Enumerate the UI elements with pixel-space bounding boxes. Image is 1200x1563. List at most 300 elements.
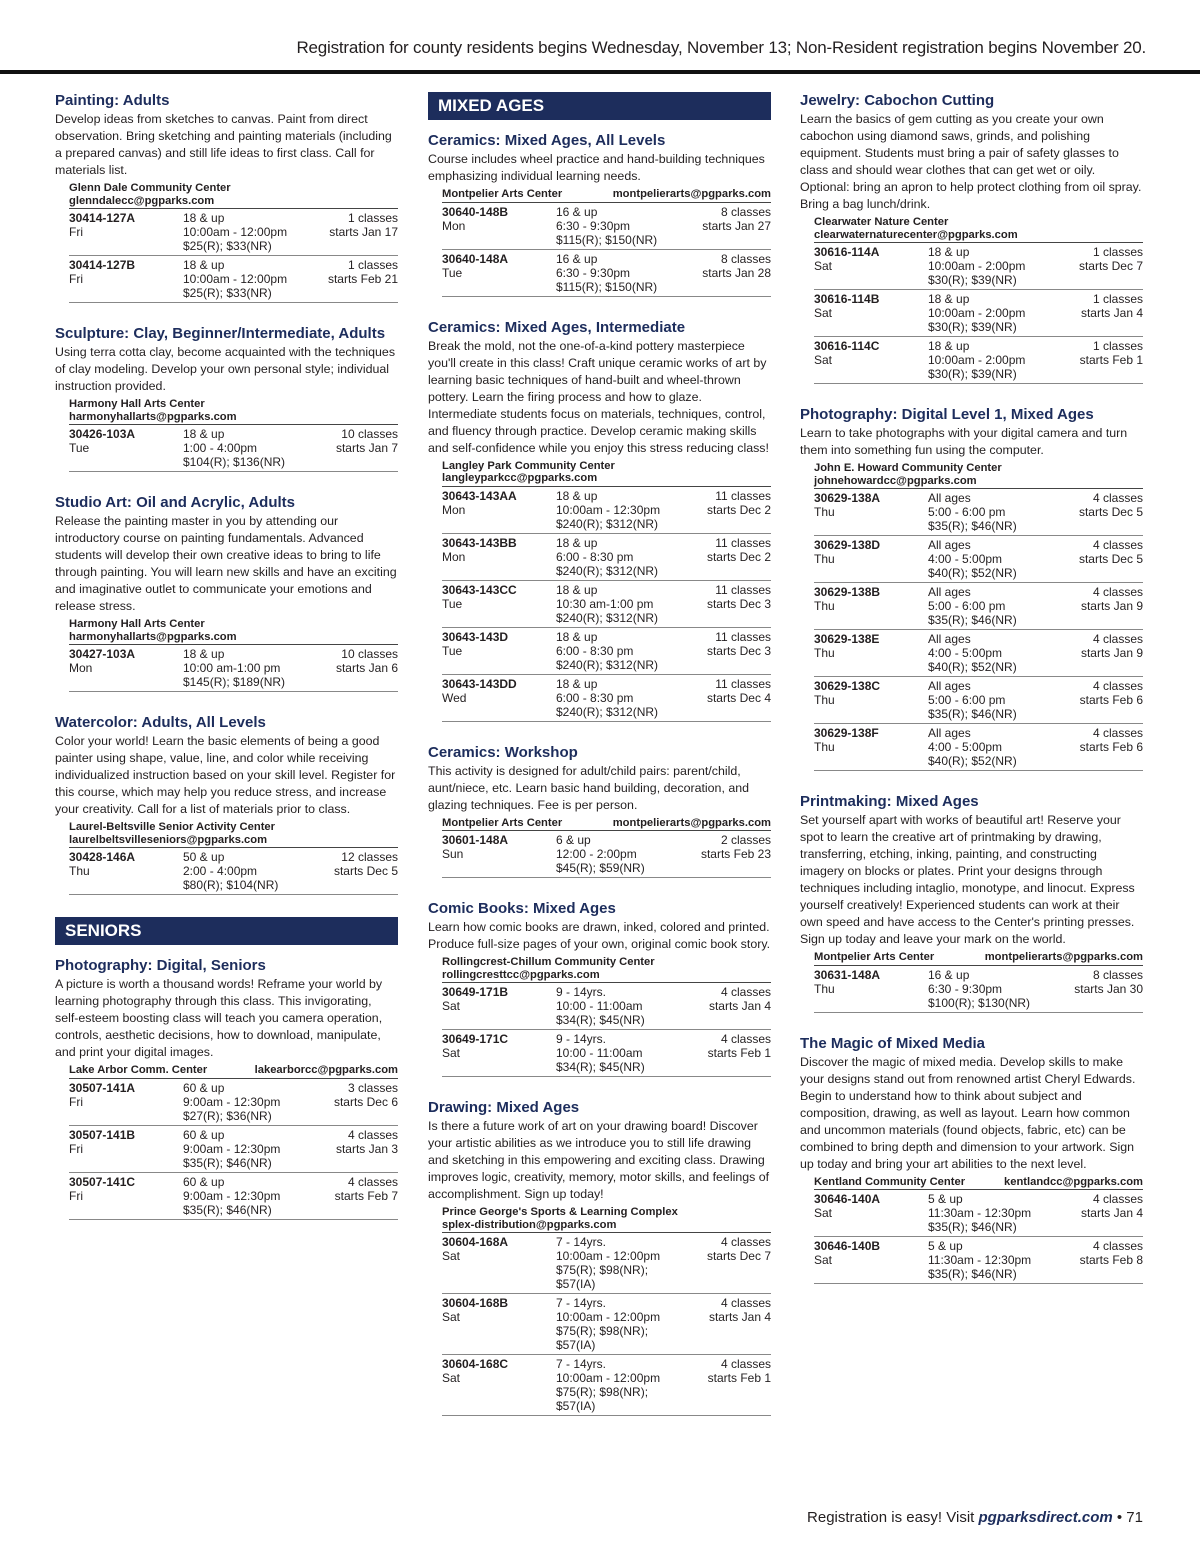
course-location	[69, 821, 398, 848]
session-code[interactable]: 30507-141A	[69, 1080, 136, 1095]
course-location	[442, 460, 771, 487]
session-code[interactable]: 30604-168C	[442, 1357, 509, 1371]
course-block	[428, 1099, 771, 1416]
session-classes: 4 classes	[1092, 491, 1143, 505]
location-email[interactable]: harmonyhallarts@pgparks.com	[69, 630, 237, 643]
course-description: Discover the magic of mixed media. Develop skills to make your designs stand out from renowned artist Cheryl Edwards. Begin to understand how to think about subject and composition, drawing, as well as layout. Learn how common and uncommon materials (found objects, fabric, etc) can be combined to bring depth and dimension to your artwork. Sign up today and bring your art abilities to the next level.	[800, 1054, 1136, 1171]
session-code[interactable]: 30629-138B	[814, 585, 881, 599]
session-age: 7 - 14yrs.	[556, 1296, 607, 1310]
section-header: MIXED AGES	[428, 92, 771, 120]
column-2	[428, 92, 771, 1438]
location-name: Kentland Community Center	[814, 1175, 966, 1188]
session-time: 10:00am - 2:00pm	[928, 353, 1026, 367]
course-session-row	[69, 425, 398, 472]
session-code[interactable]: 30629-138A	[814, 491, 881, 505]
course-session-row	[814, 536, 1143, 583]
session-time: 6:30 - 9:30pm	[556, 218, 631, 233]
session-time: 11:30am - 12:30pm	[928, 1253, 1032, 1267]
session-start: starts Dec 7	[706, 1249, 771, 1263]
session-code-day	[814, 1192, 928, 1234]
session-age: 6 & up	[556, 833, 591, 847]
location-email[interactable]: clearwaternaturecenter@pgparks.com	[814, 228, 1018, 241]
session-fee: $115(R); $150(NR)	[556, 279, 658, 294]
session-code-day	[69, 850, 183, 892]
footer-page-number: • 71	[1112, 1509, 1143, 1526]
session-code-day	[442, 1032, 556, 1074]
session-fee: $145(R); $189(NR)	[183, 675, 286, 689]
session-age: 18 & up	[556, 582, 598, 597]
course-block	[55, 957, 398, 1220]
session-classes: 1 classes	[1092, 339, 1143, 353]
session-classes: 10 classes	[341, 427, 398, 441]
session-classes: 8 classes	[720, 251, 771, 266]
session-start: starts Jan 9	[1080, 599, 1143, 613]
session-code[interactable]: 30643-143CC	[442, 582, 517, 597]
session-time: 9:00am - 12:30pm	[183, 1188, 281, 1203]
course-session-row	[814, 583, 1143, 630]
location-email[interactable]: harmonyhallarts@pgparks.com	[69, 410, 237, 423]
session-code[interactable]: 30649-171B	[442, 985, 509, 999]
session-classes: 4 classes	[720, 1235, 771, 1249]
session-start: starts Jan 28	[702, 265, 771, 280]
session-fee: $35(R); $46(NR)	[928, 613, 1017, 627]
session-day: Tue	[442, 643, 463, 658]
session-classes: 11 classes	[715, 488, 771, 503]
location-email[interactable]: montpelierarts@pgparks.com	[984, 951, 1143, 963]
course-title: Ceramics: Workshop	[428, 743, 578, 761]
session-details	[556, 1296, 671, 1352]
session-code[interactable]: 30427-103A	[69, 647, 136, 661]
session-details	[183, 427, 298, 469]
session-day: Tue	[442, 265, 463, 280]
session-start: starts Dec 5	[1078, 552, 1143, 566]
session-fee: $40(R); $52(NR)	[928, 660, 1017, 674]
session-code[interactable]: 30629-138D	[814, 538, 881, 552]
session-age: 18 & up	[928, 292, 970, 306]
session-details	[556, 985, 671, 1027]
course-title: Watercolor: Adults, All Levels	[55, 714, 266, 731]
location-email[interactable]: rollingcresttcc@pgparks.com	[442, 968, 600, 981]
session-start: starts Feb 23	[700, 847, 771, 861]
session-day: Sat	[814, 259, 833, 273]
course-title: Comic Books: Mixed Ages	[428, 900, 616, 917]
course-session-row	[814, 630, 1143, 677]
location-name: Prince George's Sports & Learning Complex	[442, 1206, 678, 1218]
session-code[interactable]: 30601-148A	[442, 833, 509, 847]
session-time: 10:00am - 12:00pm	[183, 225, 288, 239]
session-classes: 4 classes	[720, 985, 771, 999]
location-name: Laurel-Beltsville Senior Activity Center	[69, 821, 275, 833]
course-location	[69, 398, 398, 425]
session-day: Thu	[69, 864, 90, 878]
session-time: 9:00am - 12:30pm	[183, 1094, 281, 1109]
session-start: starts Feb 1	[1079, 353, 1143, 367]
session-classes: 4 classes	[1092, 538, 1143, 552]
session-fee: $35(R); $46(NR)	[928, 1267, 1017, 1281]
session-time: 10:00am - 12:30pm	[556, 502, 661, 517]
session-classes: 3 classes	[347, 1080, 398, 1095]
session-day: Fri	[69, 1141, 83, 1156]
session-fee: $75(R); $98(NR); $57(IA)	[556, 1385, 649, 1413]
session-start: starts Feb 7	[334, 1188, 398, 1203]
session-schedule	[671, 583, 771, 625]
session-classes: 4 classes	[1092, 679, 1143, 693]
course-block	[800, 1035, 1143, 1285]
session-code[interactable]: 30631-148A	[814, 967, 881, 982]
course-session-row	[814, 966, 1143, 1013]
session-code-day	[814, 245, 928, 287]
location-email[interactable]: splex-distribution@pgparks.com	[442, 1218, 617, 1231]
course-session-row	[69, 1126, 398, 1173]
session-code[interactable]: 30414-127A	[69, 211, 136, 225]
session-fee: $35(R); $46(NR)	[183, 1155, 272, 1170]
session-fee: $240(R); $312(NR)	[556, 516, 659, 531]
session-day: Mon	[442, 549, 466, 564]
session-time: 10:00 - 11:00am	[556, 999, 643, 1013]
session-age: 18 & up	[183, 427, 225, 441]
session-code[interactable]: 30426-103A	[69, 427, 136, 441]
course-session-row	[442, 1355, 771, 1416]
session-details	[928, 968, 1043, 1010]
course-location	[69, 618, 398, 645]
session-classes: 1 classes	[1092, 292, 1143, 306]
session-time: 6:30 - 9:30pm	[556, 265, 631, 280]
session-schedule	[671, 252, 771, 294]
session-age: 18 & up	[556, 488, 598, 503]
session-schedule	[671, 489, 771, 531]
session-code-day	[814, 339, 928, 381]
session-details	[556, 630, 671, 672]
session-time: 1:00 - 4:00pm	[183, 441, 258, 455]
session-code[interactable]: 30649-171C	[442, 1032, 509, 1046]
course-location	[69, 1064, 398, 1079]
course-description: A picture is worth a thousand words! Reframe your world by learning photography through this class. This invigorating, self-esteem boosting class will teach you camera operation, controls, aesthetic decisions, how to download, manipulate, and print your digital images.	[55, 977, 383, 1059]
session-fee: $45(R); $59(NR)	[556, 861, 645, 875]
session-fee: $30(R); $39(NR)	[928, 273, 1017, 287]
course-session-row	[69, 1173, 398, 1220]
session-details	[183, 258, 298, 300]
session-code[interactable]: 30646-140B	[814, 1239, 881, 1253]
session-classes: 8 classes	[720, 204, 771, 219]
session-details	[556, 489, 671, 531]
course-title: Ceramics: Mixed Ages, All Levels	[428, 132, 666, 149]
session-day: Sat	[442, 1310, 461, 1324]
session-code-day	[69, 1175, 183, 1217]
session-day: Sun	[442, 847, 464, 861]
session-schedule	[671, 205, 771, 247]
location-name: Rollingcrest-Chillum Community Center	[442, 956, 655, 968]
course-location	[814, 1176, 1143, 1191]
session-classes: 4 classes	[1092, 585, 1143, 599]
location-name: John E. Howard Community Center	[814, 462, 1002, 474]
session-details	[556, 205, 671, 247]
session-fee: $40(R); $52(NR)	[928, 566, 1017, 580]
session-time: 6:30 - 9:30pm	[928, 981, 1003, 996]
session-time: 10:00am - 12:00pm	[556, 1310, 661, 1324]
session-time: 10:00am - 2:00pm	[928, 306, 1026, 320]
session-details	[928, 632, 1043, 674]
session-code[interactable]: 30616-114C	[814, 339, 880, 353]
course-session-row	[442, 534, 771, 581]
session-age: 18 & up	[183, 211, 225, 225]
session-start: starts Jan 4	[708, 1310, 771, 1324]
session-age: 60 & up	[183, 1174, 225, 1189]
session-start: starts Jan 6	[335, 661, 398, 675]
session-day: Sat	[814, 306, 833, 320]
session-classes: 11 classes	[715, 535, 771, 550]
session-code[interactable]: 30629-138C	[814, 679, 881, 693]
course-session-row	[442, 487, 771, 534]
location-email[interactable]: langleyparkcc@pgparks.com	[442, 472, 598, 484]
session-age: 5 & up	[928, 1239, 963, 1253]
course-title: Painting: Adults	[55, 92, 170, 109]
footer-prefix: Registration is easy! Visit	[807, 1509, 979, 1526]
session-start: starts Jan 9	[1080, 646, 1143, 660]
session-start: starts Feb 8	[1079, 1253, 1143, 1267]
session-code-day	[442, 630, 556, 672]
location-email[interactable]: kentlandcc@pgparks.com	[1004, 1175, 1143, 1188]
session-age: 7 - 14yrs.	[556, 1235, 607, 1249]
session-code[interactable]: 30629-138E	[814, 632, 880, 646]
session-schedule	[671, 677, 771, 719]
session-schedule	[298, 1128, 398, 1170]
course-block	[428, 132, 771, 297]
session-start: starts Feb 1	[707, 1046, 771, 1060]
session-code[interactable]: 30616-114A	[814, 245, 880, 259]
session-code-day	[814, 1239, 928, 1281]
session-day: Fri	[69, 225, 83, 239]
column-3	[800, 92, 1143, 1306]
session-schedule	[1043, 292, 1143, 334]
session-age: 9 - 14yrs.	[556, 985, 607, 999]
session-code[interactable]: 30640-148B	[442, 204, 509, 219]
session-code[interactable]: 30414-127B	[69, 258, 136, 272]
session-age: 18 & up	[928, 245, 970, 259]
session-schedule	[298, 427, 398, 469]
session-start: starts Dec 3	[706, 596, 771, 611]
session-classes: 4 classes	[347, 1127, 398, 1142]
course-session-row	[442, 628, 771, 675]
session-day: Sat	[442, 1046, 461, 1060]
session-schedule	[298, 850, 398, 892]
location-name: Harmony Hall Arts Center	[69, 398, 205, 410]
session-code[interactable]: 30604-168B	[442, 1296, 509, 1310]
session-schedule	[1043, 1239, 1143, 1281]
course-location	[814, 216, 1143, 243]
session-time: 6:00 - 8:30 pm	[556, 549, 634, 564]
session-classes: 4 classes	[1092, 1192, 1143, 1206]
session-code-day	[69, 427, 183, 469]
session-code[interactable]: 30643-143AA	[442, 488, 517, 503]
session-fee: $35(R); $46(NR)	[183, 1202, 272, 1217]
session-details	[928, 679, 1043, 721]
session-details	[556, 583, 671, 625]
session-schedule	[1043, 538, 1143, 580]
course-session-row	[69, 209, 398, 256]
course-session-row	[69, 848, 398, 895]
session-schedule	[298, 1081, 398, 1123]
location-email[interactable]: glenndalecc@pgparks.com	[69, 194, 215, 207]
session-schedule	[671, 1235, 771, 1291]
location-name: Montpelier Arts Center	[442, 816, 563, 829]
session-fee: $40(R); $52(NR)	[928, 754, 1017, 768]
course-block	[55, 714, 398, 895]
session-fee: $75(R); $98(NR); $57(IA)	[556, 1324, 649, 1352]
session-day: Wed	[442, 690, 467, 705]
session-code-day	[814, 585, 928, 627]
session-fee: $35(R); $46(NR)	[928, 1220, 1017, 1234]
session-start: starts Jan 4	[1080, 1206, 1143, 1220]
session-day: Fri	[69, 272, 83, 286]
session-schedule	[671, 1032, 771, 1074]
location-email[interactable]: montpelierarts@pgparks.com	[612, 816, 771, 829]
session-start: starts Dec 2	[706, 502, 771, 517]
session-start: starts Jan 17	[329, 225, 398, 239]
location-name: Montpelier Arts Center	[442, 188, 563, 200]
session-schedule	[671, 1296, 771, 1352]
session-details	[556, 833, 671, 875]
session-classes: 4 classes	[720, 1296, 771, 1310]
session-day: Fri	[69, 1094, 83, 1109]
session-time: 10:00am - 12:00pm	[183, 272, 288, 286]
session-start: starts Dec 3	[706, 643, 771, 658]
course-description: Break the mold, not the one-of-a-kind pottery masterpiece you'll create in this class! Craft unique ceramic works of art by learning basic techniques of hand-built and wheel-thrown pottery. Learn the firing process and how to glaze. Intermediate students focus on materials, techniques, control, and fluency through practice. Develop ceramic making skills and self-confidence while you enjoy this stress reducing class!	[428, 338, 769, 455]
session-code[interactable]: 30428-146A	[69, 850, 136, 864]
session-fee: $240(R); $312(NR)	[556, 563, 659, 578]
session-time: 4:00 - 5:00pm	[928, 552, 1003, 566]
session-fee: $30(R); $39(NR)	[928, 367, 1017, 381]
session-time: 11:30am - 12:30pm	[928, 1206, 1032, 1220]
session-code[interactable]: 30643-143BB	[442, 535, 517, 550]
session-fee: $30(R); $39(NR)	[928, 320, 1017, 334]
session-day: Thu	[814, 740, 835, 754]
course-session-row	[814, 1237, 1143, 1284]
course-session-row	[814, 677, 1143, 724]
session-day: Thu	[814, 693, 835, 707]
session-age: All ages	[928, 491, 971, 505]
session-schedule	[1043, 339, 1143, 381]
session-start: starts Jan 3	[335, 1141, 398, 1156]
session-code[interactable]: 30643-143DD	[442, 676, 517, 691]
session-fee: $25(R); $33(NR)	[183, 286, 272, 300]
session-code[interactable]: 30629-138F	[814, 726, 879, 740]
session-fee: $35(R); $46(NR)	[928, 707, 1017, 721]
location-email[interactable]: laurelbeltsvilleseniors@pgparks.com	[69, 833, 268, 846]
course-location	[442, 817, 771, 832]
course-location	[442, 956, 771, 983]
session-code-day	[69, 258, 183, 300]
session-age: All ages	[928, 632, 971, 646]
course-description: Learn the basics of gem cutting as you create your own cabochon using diamond saws, grinds, and polishing equipment. Students must bring a pair of safety glasses to class and should wear clothes that can get wet or oily. Optional: bring an apron to help protect clothing from oil spray. Bring a bag lunch/drink.	[800, 112, 1142, 211]
session-details	[556, 1032, 671, 1074]
course-session-row	[442, 250, 771, 297]
session-time: 5:00 - 6:00 pm	[928, 599, 1006, 613]
session-details	[928, 491, 1043, 533]
session-classes: 2 classes	[720, 833, 771, 847]
session-code[interactable]: 30507-141B	[69, 1127, 136, 1142]
course-session-row	[814, 489, 1143, 536]
session-start: starts Feb 6	[1079, 693, 1143, 707]
location-name: Clearwater Nature Center	[814, 216, 949, 228]
session-code[interactable]: 30616-114B	[814, 292, 880, 306]
course-block	[428, 744, 771, 879]
session-details	[183, 850, 298, 892]
session-time: 10:30 am-1:00 pm	[556, 596, 654, 611]
session-code-day	[814, 632, 928, 674]
session-fee: $34(R); $45(NR)	[556, 1013, 645, 1027]
course-session-row	[814, 290, 1143, 337]
course-session-row	[69, 645, 398, 692]
session-classes: 11 classes	[715, 629, 771, 644]
location-email[interactable]: lakearborcc@pgparks.com	[254, 1064, 398, 1076]
session-time: 10:00 - 11:00am	[556, 1046, 643, 1060]
course-block	[55, 325, 398, 472]
course-title: The Magic of Mixed Media	[800, 1034, 986, 1052]
session-time: 2:00 - 4:00pm	[183, 864, 258, 878]
session-start: starts Dec 2	[706, 549, 771, 564]
session-day: Sat	[442, 1371, 461, 1385]
course-description: Develop ideas from sketches to canvas. Paint from direct observation. Bring sketching and painting materials (including a prepared canvas) and still life ideas to first class. Call for materials list.	[55, 112, 392, 177]
session-details	[556, 1235, 671, 1291]
session-time: 6:00 - 8:30 pm	[556, 690, 634, 705]
session-schedule	[1043, 491, 1143, 533]
session-age: All ages	[928, 585, 971, 599]
session-code[interactable]: 30640-148A	[442, 251, 509, 266]
session-fee: $25(R); $33(NR)	[183, 239, 272, 253]
session-classes: 1 classes	[347, 258, 398, 272]
session-day: Sat	[814, 353, 833, 367]
session-code-day	[69, 647, 183, 689]
session-code[interactable]: 30604-168A	[442, 1235, 509, 1249]
session-time: 6:00 - 8:30 pm	[556, 643, 634, 658]
session-code-day	[442, 985, 556, 1027]
course-title: Photography: Digital Level 1, Mixed Ages	[800, 406, 1094, 423]
session-code[interactable]: 30646-140A	[814, 1192, 881, 1206]
location-email[interactable]: johnehowardcc@pgparks.com	[814, 474, 977, 487]
session-classes: 4 classes	[720, 1357, 771, 1371]
session-day: Tue	[69, 441, 90, 455]
session-schedule	[298, 258, 398, 300]
course-title: Jewelry: Cabochon Cutting	[800, 92, 995, 109]
session-day: Mon	[69, 661, 93, 675]
session-day: Mon	[442, 502, 466, 517]
session-code[interactable]: 30643-143D	[442, 629, 509, 644]
session-schedule	[1043, 1192, 1143, 1234]
session-start: starts Jan 7	[335, 441, 398, 455]
session-age: 5 & up	[928, 1192, 963, 1206]
session-age: 7 - 14yrs.	[556, 1357, 607, 1371]
location-email[interactable]: montpelierarts@pgparks.com	[612, 188, 771, 200]
location-name: Langley Park Community Center	[442, 459, 615, 472]
course-block	[800, 793, 1143, 1013]
session-schedule	[298, 647, 398, 689]
session-age: 60 & up	[183, 1080, 225, 1095]
session-time: 9:00am - 12:30pm	[183, 1141, 281, 1156]
footer-site-link[interactable]: pgparksdirect.com	[978, 1509, 1113, 1526]
session-day: Sat	[814, 1253, 833, 1267]
session-age: 18 & up	[556, 676, 598, 691]
course-location	[69, 182, 398, 209]
session-schedule	[671, 985, 771, 1027]
session-code[interactable]: 30507-141C	[69, 1174, 136, 1189]
course-session-row	[442, 203, 771, 250]
session-classes: 4 classes	[1092, 726, 1143, 740]
session-fee: $240(R); $312(NR)	[556, 610, 659, 625]
session-time: 10:00am - 12:00pm	[556, 1371, 661, 1385]
session-classes: 10 classes	[341, 647, 398, 661]
session-age: 50 & up	[183, 850, 225, 864]
course-session-row	[442, 983, 771, 1030]
